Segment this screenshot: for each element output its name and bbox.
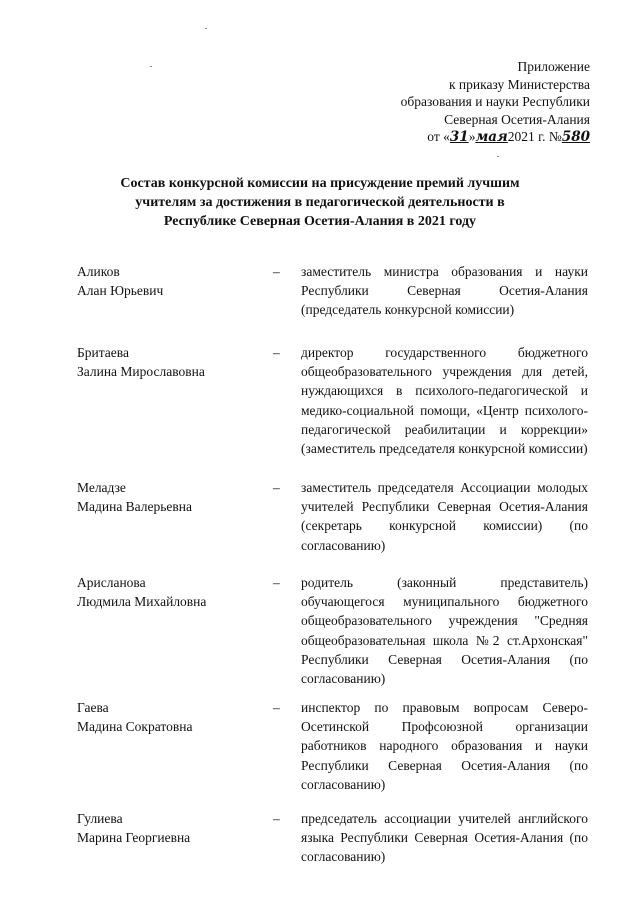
title-line: Республике Северная Осетия-Алания в 2021 году: [163, 214, 477, 229]
member-given-name: Людмила Михайловна: [77, 594, 207, 609]
member-entry: [77, 478, 597, 573]
member-role: директор государственного бюджетного общеобразовательного учреждения для детей, нуждающихся в психолого-педагогической и медико-социальной помощи, «Центр психолого-педагогической реабилитации и коррекции» (заместитель председателя конкурсной комиссии): [301, 345, 588, 457]
member-role: заместитель председателя Ассоциации молодых учителей Республики Северная Осетия-Алания (секретарь конкурсной комиссии) (по согласованию): [301, 480, 588, 553]
member-entry: [77, 573, 597, 698]
member-given-name: Мадина Сократовна: [77, 719, 193, 734]
order-month: мая: [475, 129, 508, 145]
member-name: [77, 343, 267, 381]
member-surname: Аликов: [77, 264, 120, 279]
member-role: заместитель министра образования и науки Республики Северная Осетия-Алания (председатель конкурсной комиссии): [301, 264, 588, 318]
member-dash: –: [273, 575, 280, 590]
member-name: [77, 262, 267, 300]
member-entry: [77, 809, 597, 879]
member-name: [77, 478, 267, 516]
appendix-line: к приказу Министерства: [448, 76, 590, 92]
member-dash: –: [273, 700, 280, 715]
member-surname: Арисланова: [77, 575, 146, 590]
member-dash: –: [273, 264, 280, 279]
member-surname: Меладзе: [77, 480, 126, 495]
member-surname: Гаева: [77, 700, 109, 715]
scan-speck: [205, 28, 207, 29]
member-surname: Гулиева: [77, 811, 123, 826]
order-number: 580: [561, 129, 590, 145]
document-title: [90, 174, 550, 231]
scan-speck: [150, 66, 152, 67]
member-given-name: Мадина Валерьевна: [77, 499, 193, 514]
title-line: учителям за достижения в педагогической деятельности в: [135, 195, 505, 210]
member-entry: [77, 262, 597, 343]
order-day: 31: [449, 129, 469, 145]
member-surname: Бритаева: [77, 345, 129, 360]
date-mid: »: [468, 129, 476, 144]
commission-members-list: [77, 262, 597, 879]
member-name: [77, 809, 267, 847]
member-role: инспектор по правовым вопросам Северо-Осетинской Профсоюзной организации работников народного образования и науки Республики Северная Осетия-Алания (по согласованию): [301, 700, 588, 792]
member-role: родитель (законный представитель) обучающегося муниципального бюджетного общеобразовательного учреждения "Средняя общеобразовательная школа №2 ст.Архонская" Республики Северная Осетия-Алания (по согласованию): [301, 575, 588, 687]
order-date-line: [380, 128, 590, 147]
appendix-line: образования и науки Республики: [400, 94, 590, 109]
member-given-name: Марина Георгиевна: [77, 830, 191, 845]
member-entry: [77, 343, 597, 478]
member-entry: [77, 698, 597, 809]
member-dash: –: [273, 345, 280, 360]
member-given-name: Залина Мирославовна: [77, 364, 205, 379]
appendix-header: [380, 58, 590, 147]
member-name: [77, 573, 267, 611]
appendix-line: Северная Осетия-Алания: [444, 111, 590, 127]
member-name: [77, 698, 267, 736]
title-line: Состав конкурсной комиссии на присуждение премий лучшим: [120, 176, 520, 191]
member-dash: –: [273, 480, 280, 495]
appendix-line: Приложение: [517, 59, 590, 74]
scan-speck: [497, 156, 499, 157]
date-prefix: от «: [427, 129, 450, 144]
member-dash: –: [273, 811, 280, 826]
order-year: 2021 г. №: [507, 129, 562, 144]
member-role: председатель ассоциации учителей английского языка Республики Северная Осетия-Алания (по согласованию): [301, 811, 588, 865]
member-given-name: Алан Юрьевич: [77, 283, 164, 298]
